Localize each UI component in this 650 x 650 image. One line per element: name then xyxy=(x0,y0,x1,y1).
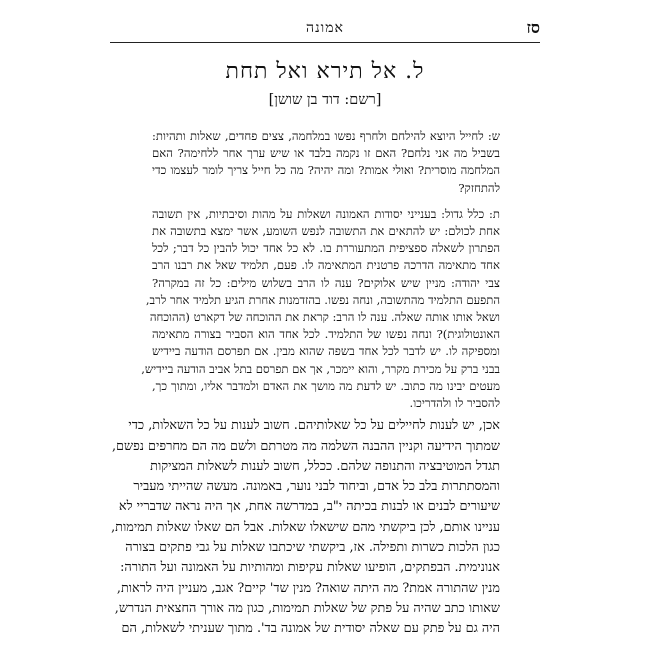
text-line: שמתוך הידיעה וקניין ההבנה השלמה מה מטרתם ולשם מה הם מחרפים נפשם, xyxy=(111,438,500,454)
answer-paragraph xyxy=(141,206,500,412)
text-line: ומספיקה לו. יש לדבר לכל אחד בשפה שהוא מבין. אם תפרסם הודעה ביידיש xyxy=(152,344,500,359)
running-head xyxy=(110,18,540,43)
text-line: המלחמה מוסרית? ואולי אמות? ומה יהיה? מה כל חייל צריך לומר לעצמו כדי xyxy=(152,163,500,178)
chapter-title: ל. אל תירא ואל תחת xyxy=(225,59,425,84)
text-line: להתחזק? xyxy=(458,180,500,195)
text-line: ושאל אותו אותה שאלה. ענה לו הרב: קראת את ההוכחה של דקארט (ההוכחה xyxy=(149,310,500,325)
body-text xyxy=(111,128,500,640)
text-line: להסביר לו ולהדריכו. xyxy=(409,396,500,411)
text-line: הפתרון לשאלה ספציפית המתעוררת בו. לא כל אחד יכול להבין כל דבר; לכל xyxy=(152,241,500,256)
text-line: ת: כלל גדול: בענייני יסודות האמונה ושאלות על מהות וסיבתיות, אין תשובה xyxy=(152,206,500,221)
text-line: בשביל מה אני נלחם? האם זו נקמה בלבד או שיש ערך אחר ללחימה? האם xyxy=(152,146,500,161)
text-line: עניינו אותם, לכן ביקשתי מהם שישאלו שאלות. אבל הם שאלו שאלות תמימות, xyxy=(111,519,500,535)
text-line: אכן, יש לענות לחיילים על כל שאלותיהם. חשוב לענות על כל השאלות, כדי xyxy=(128,418,500,434)
text-line: אנונימית. הבפתקים, הופיעו שאלות עקיפות ומהותיות על האמונה ועל התורה: xyxy=(120,560,500,576)
page-number: סז xyxy=(526,18,540,37)
text-line: היה גם על פתק עם שאלה יסודית של אמונה בד'. מתוך שעניתי לשאלות, הם xyxy=(121,621,500,637)
text-line: מנין שהתורה אמת? מה היתה שואה? מנין שד' קיים? אגב, מעניין היה לראות, xyxy=(116,580,500,596)
text-line: ש: לחייל היוצא להילחם ולחרף נפשו במלחמה, צצים פחדים, שאלות ותהיות: xyxy=(152,129,500,143)
question-paragraph xyxy=(152,128,500,197)
text-line: והמסתתרות בלב כל אדם, וביחוד לבני נוער, באמונה. מעשה שהייתי מעביר xyxy=(133,479,500,495)
text-line: כגון הלכות כשרות ותפילה. אז, ביקשתי שיכתבו שאלות על גבי פתקים בצורה xyxy=(125,540,500,556)
text-line: שיעורים לבנים או לבנות בכיתה י"ב, במדרשה אחת, אך היה נראה שדבריי לא xyxy=(118,499,500,515)
text-line: צבי יהודה: מניין שיש אלוקים? ענה לו הרב בשלוש מילים: כל זה במקרה? xyxy=(152,275,500,290)
text-line: בבני ברק על מכירת מקרר, והוא יימכר, אך אם תפרסם בתל אביב הודעה ביידיש, xyxy=(141,361,500,376)
text-line: תגדל המוטיבציה והתנופה שלהם. ככלל, חשוב לענות לשאלות המציקות xyxy=(150,458,500,474)
text-line: אחת לכולם: יש להתאים את התשובה לנפש השומע, אשר ימצא בתשובה את xyxy=(152,224,500,239)
text-line: מעטים יבינו מה כתוב. יש לדעת מה מושך את האדם ולמדבר אליו, ומתוך כך, xyxy=(152,378,500,393)
text-line: אחד מתאימה הדרכה פרטנית המתאימה לו. פעם, תלמיד שאל את רבנו הרב xyxy=(152,258,500,273)
text-line: התפעם התלמיד מהתשובה, ונחה נפשו. בהזדמנות אחרת הגיע תלמיד אחר לרב, xyxy=(145,292,500,307)
running-head-title: אמונה xyxy=(306,20,344,36)
chapter-byline: [רשם: דוד בן שושן] xyxy=(268,92,382,108)
answer-continuation-paragraph xyxy=(111,416,500,639)
text-line: שאותו כתב שהיה על פתק של שאלות תמימות, כגון מה אורך החצאית הנדרש, xyxy=(114,600,500,616)
text-line: האונטולוגית)? ונחה נפשו של התלמיד. לכל אחד הוא הסביר בצורה מתאימה xyxy=(152,327,500,342)
